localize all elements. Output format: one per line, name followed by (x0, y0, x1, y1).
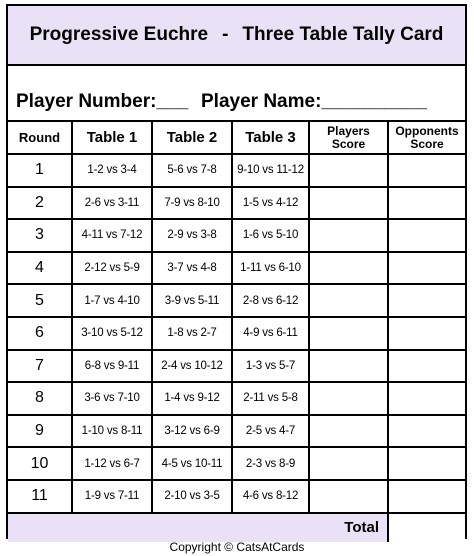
players-score-cell[interactable] (309, 154, 388, 187)
round-number: 8 (8, 382, 72, 415)
round-row (8, 317, 465, 350)
players-score-cell[interactable] (309, 382, 388, 415)
title-separator: - (222, 24, 229, 45)
table-3-matchup: 4-6 vs 8-12 (232, 480, 309, 513)
opponents-score-cell[interactable] (388, 382, 465, 415)
round-row (8, 447, 465, 480)
table-3-matchup: 1-5 vs 4-12 (232, 187, 309, 220)
round-row (8, 480, 465, 513)
opponents-score-cell[interactable] (388, 480, 465, 513)
round-row (8, 382, 465, 415)
total-label: Total (8, 513, 388, 542)
table-2-matchup: 3-9 vs 5-11 (152, 284, 232, 317)
table-3-matchup: 2-8 vs 6-12 (232, 284, 309, 317)
round-row (8, 154, 465, 187)
table-3-matchup: 2-3 vs 8-9 (232, 447, 309, 480)
tally-table (8, 120, 465, 542)
round-number: 7 (8, 350, 72, 383)
header-players-score-line2: Score (331, 136, 366, 151)
players-score-cell[interactable] (309, 480, 388, 513)
round-number: 4 (8, 252, 72, 285)
table-3-matchup: 1-11 vs 6-10 (232, 252, 309, 285)
players-score-cell[interactable] (309, 252, 388, 285)
table-2-matchup: 3-7 vs 4-8 (152, 252, 232, 285)
table-3-matchup: 2-5 vs 4-7 (232, 415, 309, 448)
table-1-matchup: 1-7 vs 4-10 (72, 284, 152, 317)
copyright-text: Copyright © CatsAtCards (169, 540, 305, 554)
table-2-matchup: 2-4 vs 10-12 (152, 350, 232, 383)
table-1-matchup: 4-11 vs 7-12 (72, 219, 152, 252)
round-number: 10 (8, 447, 72, 480)
header-table-1: Table 1 (72, 121, 152, 154)
player-name-field[interactable]: Player Name:__________ (201, 91, 428, 112)
opponents-score-cell[interactable] (388, 284, 465, 317)
tally-card (6, 4, 467, 539)
round-number: 3 (8, 219, 72, 252)
total-row (8, 513, 465, 542)
opponents-score-cell[interactable] (388, 350, 465, 383)
table-2-matchup: 4-5 vs 10-11 (152, 447, 232, 480)
table-2-matchup: 2-10 vs 3-5 (152, 480, 232, 513)
opponents-score-cell[interactable] (388, 219, 465, 252)
header-opponents-score-line1: Opponents (395, 123, 459, 138)
round-number: 1 (8, 154, 72, 187)
header-players-score-line1: Players (327, 123, 370, 138)
header-row (8, 121, 465, 154)
table-1-matchup: 3-10 vs 5-12 (72, 317, 152, 350)
opponents-score-cell[interactable] (388, 252, 465, 285)
table-1-matchup: 1-2 vs 3-4 (72, 154, 152, 187)
round-number: 11 (8, 480, 72, 513)
opponents-score-cell[interactable] (388, 317, 465, 350)
total-score-cell[interactable] (388, 513, 465, 542)
table-1-matchup: 2-12 vs 5-9 (72, 252, 152, 285)
players-score-cell[interactable] (309, 415, 388, 448)
table-3-matchup: 2-11 vs 5-8 (232, 382, 309, 415)
opponents-score-cell[interactable] (388, 154, 465, 187)
players-score-cell[interactable] (309, 350, 388, 383)
header-table-2: Table 2 (152, 121, 232, 154)
round-number: 9 (8, 415, 72, 448)
table-2-matchup: 2-9 vs 3-8 (152, 219, 232, 252)
table-1-matchup: 2-6 vs 3-11 (72, 187, 152, 220)
round-number: 6 (8, 317, 72, 350)
table-1-matchup: 6-8 vs 9-11 (72, 350, 152, 383)
table-2-matchup: 1-4 vs 9-12 (152, 382, 232, 415)
round-number: 2 (8, 187, 72, 220)
table-3-matchup: 1-6 vs 5-10 (232, 219, 309, 252)
opponents-score-cell[interactable] (388, 415, 465, 448)
title-right: Three Table Tally Card (242, 24, 444, 45)
table-3-matchup: 4-9 vs 6-11 (232, 317, 309, 350)
header-round: Round (8, 121, 72, 154)
opponents-score-cell[interactable] (388, 447, 465, 480)
players-score-cell[interactable] (309, 219, 388, 252)
title-left: Progressive Euchre (29, 24, 209, 45)
players-score-cell[interactable] (309, 447, 388, 480)
round-row (8, 187, 465, 220)
table-2-matchup: 3-12 vs 6-9 (152, 415, 232, 448)
header-players-score (309, 121, 388, 154)
table-1-matchup: 1-12 vs 6-7 (72, 447, 152, 480)
players-score-cell[interactable] (309, 284, 388, 317)
table-3-matchup: 9-10 vs 11-12 (232, 154, 309, 187)
round-row (8, 219, 465, 252)
table-2-matchup: 7-9 vs 8-10 (152, 187, 232, 220)
header-opponents-score-line2: Score (410, 136, 444, 151)
table-1-matchup: 3-6 vs 7-10 (72, 382, 152, 415)
header-table-3: Table 3 (232, 121, 309, 154)
table-1-matchup: 1-10 vs 8-11 (72, 415, 152, 448)
opponents-score-cell[interactable] (388, 187, 465, 220)
table-3-matchup: 1-3 vs 5-7 (232, 350, 309, 383)
players-score-cell[interactable] (309, 317, 388, 350)
table-2-matchup: 5-6 vs 7-8 (152, 154, 232, 187)
round-row (8, 415, 465, 448)
header-opponents-score (388, 121, 465, 154)
player-info-row (8, 64, 465, 122)
title-bar (8, 6, 465, 66)
player-number-field[interactable]: Player Number:___ (16, 91, 189, 112)
round-number: 5 (8, 284, 72, 317)
table-1-matchup: 1-9 vs 7-11 (72, 480, 152, 513)
players-score-cell[interactable] (309, 187, 388, 220)
round-row (8, 284, 465, 317)
table-2-matchup: 1-8 vs 2-7 (152, 317, 232, 350)
round-row (8, 252, 465, 285)
round-row (8, 350, 465, 383)
